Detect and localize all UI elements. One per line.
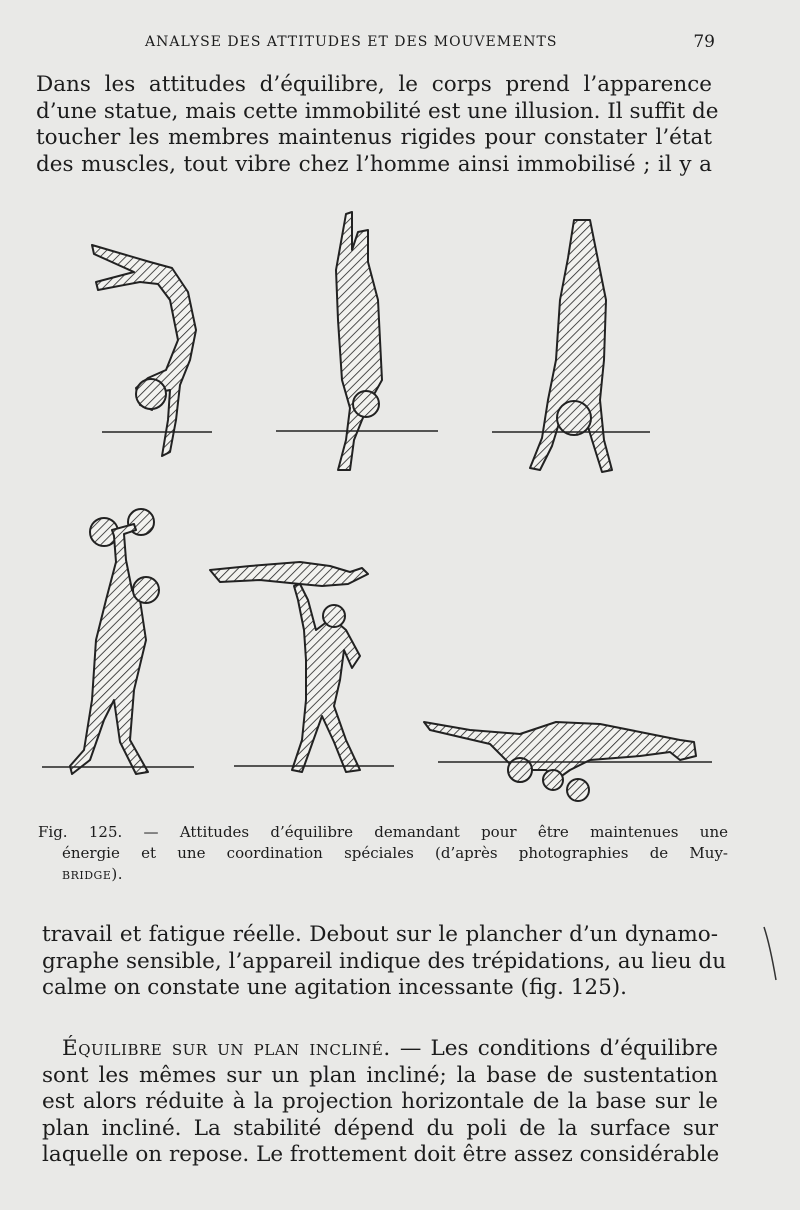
text-line: travail et fatigue réelle. Debout sur le plancher d’un dynamo- xyxy=(42,922,718,947)
paragraph-bottom xyxy=(42,1036,718,1169)
text-line: est alors réduite à la projection horizontale de la base sur le xyxy=(42,1089,718,1114)
figure-wide-handstand xyxy=(530,220,612,472)
text-line: d’une statue, mais cette immobilité est une illusion. Il suffit de xyxy=(36,98,719,124)
text-line: des muscles, tout vibre chez l’homme ainsi immobilisé ; il y a xyxy=(36,151,712,177)
text-line xyxy=(42,1036,718,1063)
caption-line: Fig. 125. — Attitudes d’équilibre demandant pour être maintenues une xyxy=(38,823,728,841)
caption-line: énergie et une coordination spéciales (d’après photographies de Muy- xyxy=(62,844,728,862)
margin-pencil-mark xyxy=(762,925,782,985)
text-line: sont les mêmes sur un plan incliné; la base de sustentation xyxy=(42,1062,718,1088)
running-title: ANALYSE DES ATTITUDES ET DES MOUVEMENTS xyxy=(145,34,558,50)
text-line: graphe sensible, l’appareil indique des trépidations, au lieu du xyxy=(42,948,727,974)
paragraph-middle xyxy=(42,922,727,1002)
figure-man-with-dumbbell xyxy=(70,509,159,774)
text-line: laquelle on repose. Le frottement doit être assez considérable xyxy=(42,1142,720,1167)
figure-caption xyxy=(38,822,728,885)
page-number: 79 xyxy=(693,32,715,52)
text-line: plan incliné. La stabilité dépend du poli de la surface sur xyxy=(42,1115,718,1141)
text-line: toucher les membres maintenus rigides pour constater l’état xyxy=(36,125,712,150)
text-fragment: — Les conditions d’équilibre xyxy=(399,1036,718,1061)
text-line: Dans les attitudes d’équilibre, le corps prend l’apparence xyxy=(36,72,712,97)
text-line: calme on constate une agitation incessante (fig. 125). xyxy=(42,975,627,1000)
section-heading: Équilibre sur un plan incliné. xyxy=(62,1036,391,1061)
caption-line: bridge). xyxy=(62,865,123,883)
figure-arched-handstand xyxy=(92,245,196,456)
figure-man-holding-partner xyxy=(210,562,368,772)
